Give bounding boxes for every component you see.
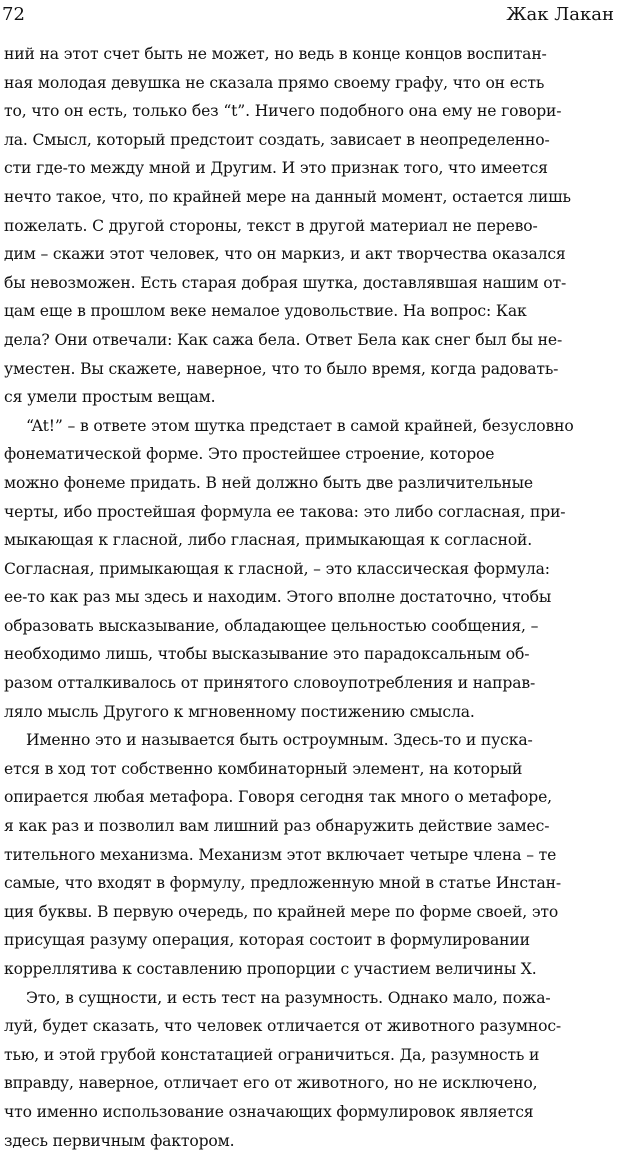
text-line: ная молодая девушка не сказала прямо своему графу, что он есть [4,73,545,92]
text-line: самые, что входят в формулу, предложенную мной в статье Инстан- [4,874,561,893]
text-line: тительного механизма. Механизм этот включает четыре члена – те [4,845,557,864]
text-line: ла. Смысл, который предстоит создать, зависает в неопределенно- [4,130,550,149]
body-text [4,40,616,1155]
text-line: тью, и этой грубой констатацией ограничиться. Да, разумность и [4,1045,540,1064]
text-line: я как раз и позволил вам лишний раз обнаружить действие замес- [4,817,550,836]
text-line: дела? Они отвечали: Как сажа бела. Ответ Бела как снег был бы не- [4,330,563,349]
text-line: разом отталкивалось от принятого словоупотребления и направ- [4,674,536,693]
text-line: необходимо лишь, чтобы высказывание это парадоксальным об- [4,645,530,664]
text-line: пожелать. С другой стороны, текст в другой материал не перево- [4,216,538,235]
text-line: бы невозможен. Есть старая добрая шутка, доставлявшая нашим от- [4,273,567,292]
text-line: нечто такое, что, по крайней мере на данный момент, остается лишь [4,187,571,206]
text-line: Это, в сущности, и есть тест на разумность. Однако мало, пожа- [26,988,551,1007]
text-line: вправду, наверное, отличает его от животного, но не исключено, [4,1074,538,1093]
text-line: то, что он есть, только без “t”. Ничего подобного она ему не говори- [4,102,562,121]
text-line: корреллятива к составлению пропорции с участием величины X. [4,960,537,978]
text-line: опирается любая метафора. Говоря сегодня так много о метафоре, [4,788,552,807]
text-line: Именно это и называется быть остроумным. Здесь-то и пуска- [26,731,533,750]
text-line: ний на этот счет быть не может, но ведь в конце концов воспитан- [4,45,547,63]
text-line: мыкающая к гласной, либо гласная, примыкающая к согласной. [4,531,533,550]
page-header [2,4,614,30]
text-line: “At!” – в ответе этом шутка предстает в самой крайней, безусловно [26,416,574,435]
text-line: что именно использование означающих формулировок является [4,1102,534,1121]
text-line: черты, ибо простейшая формула ее такова: это либо согласная, при- [4,502,566,521]
text-line: луй, будет сказать, что человек отличается от животного разумнос- [4,1017,562,1036]
text-line: сти где-то между мной и Другим. И это признак того, что имеется [4,159,548,178]
page-number: 72 [2,4,25,25]
text-line: уместен. Вы скажете, наверное, что то было время, когда радовать- [4,359,559,378]
text-line: Согласная, примыкающая к гласной, – это классическая формула: [4,559,550,578]
text-line: цам еще в прошлом веке немалое удовольствие. На вопрос: Как [4,302,527,321]
running-head: Жак Лакан [506,4,614,25]
text-line: образовать высказывание, обладающее цельностью сообщения, – [4,616,539,635]
text-line: ция буквы. В первую очередь, по крайней мере по форме своей, это [4,902,559,921]
text-line: дим – скажи этот человек, что он маркиз, и акт творчества оказался [4,245,566,264]
text-line: ляло мысль Другого к мгновенному постижению смысла. [4,702,475,721]
text-line: можно фонеме придать. В ней должно быть две различительные [4,473,534,492]
text-line: здесь первичным фактором. [4,1131,235,1150]
text-line: ся умели простым вещам. [4,388,216,407]
text-line: фонематической форме. Это простейшее строение, которое [4,445,495,464]
text-line: ется в ход тот собственно комбинаторный элемент, на который [4,759,523,778]
text-line: ее-то как раз мы здесь и находим. Этого вполне достаточно, чтобы [4,588,552,607]
text-line: присущая разуму операция, которая состоит в формулировании [4,931,530,950]
